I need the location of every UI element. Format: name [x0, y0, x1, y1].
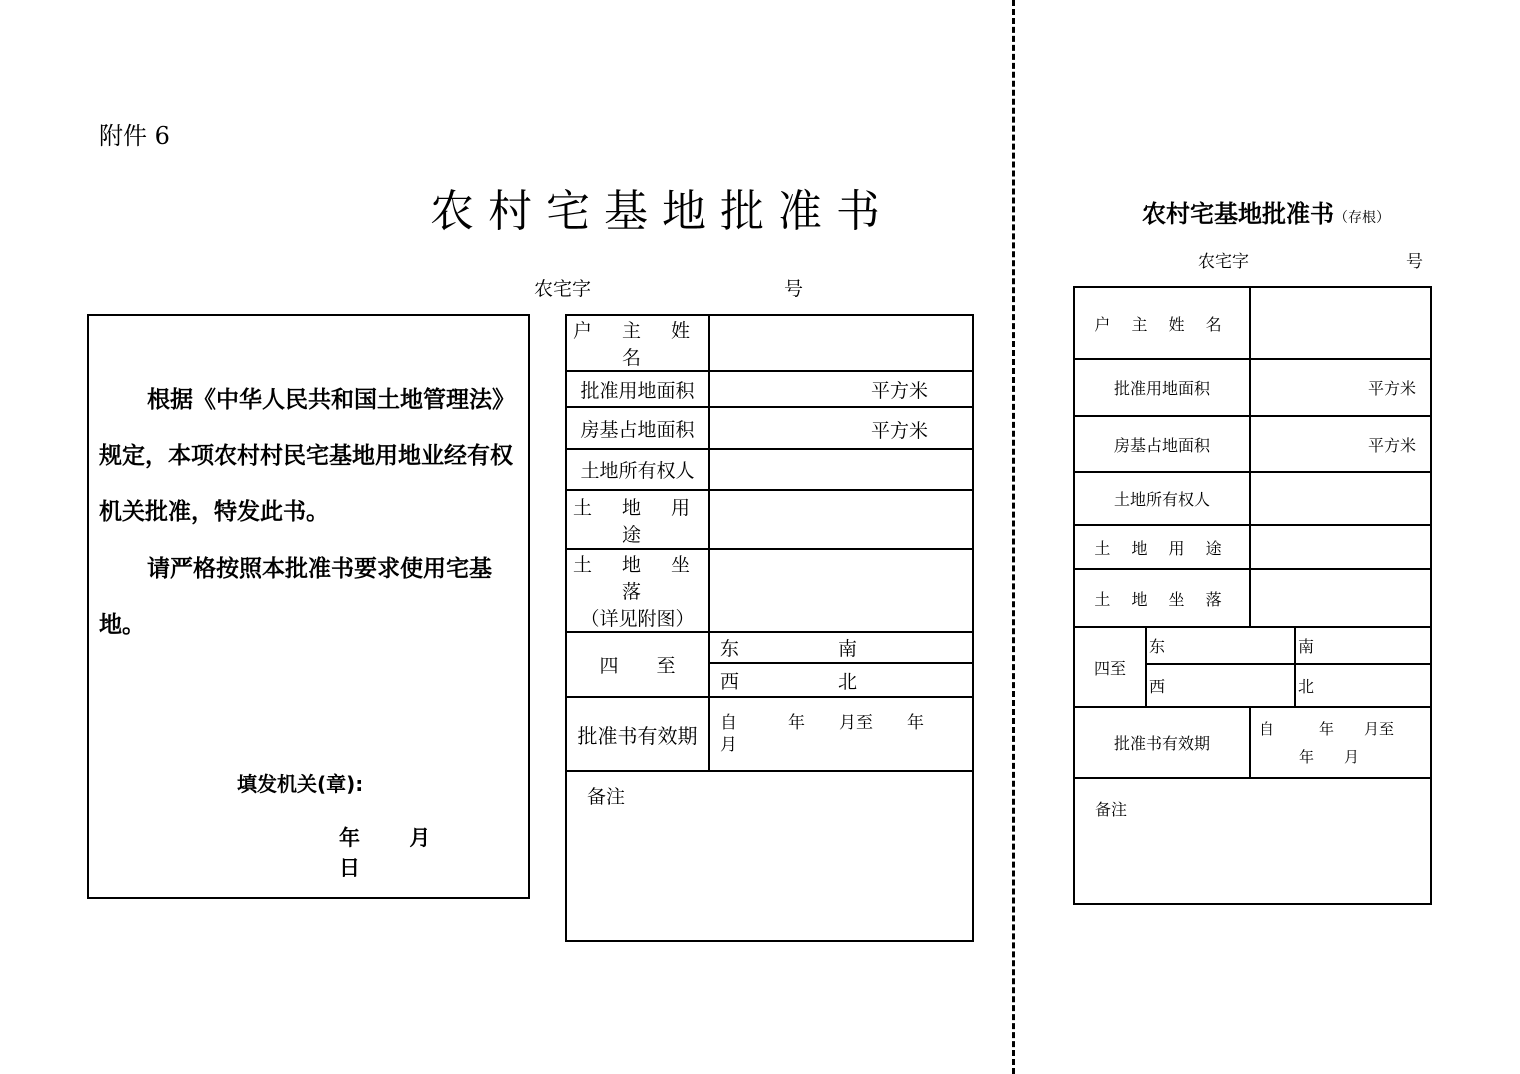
- stub-land-owner-label: 土地所有权人: [1074, 472, 1250, 525]
- date-year: 年: [339, 826, 360, 850]
- stub-approved-area-unit: 平方米: [1250, 359, 1431, 416]
- stub-validity-label: 批准书有效期: [1074, 707, 1250, 778]
- stub-owner-name-label: 户 主 姓 名: [1074, 287, 1250, 359]
- land-location-label: 土 地 坐 落 （详见附图）: [566, 549, 709, 632]
- stub-land-location-label: 土 地 坐 落: [1074, 569, 1250, 627]
- owner-name-label: 户 主 姓 名: [566, 315, 709, 371]
- remarks-label: 备注: [587, 786, 626, 808]
- date-month: 月: [409, 826, 431, 850]
- building-area-unit: 平方米: [709, 407, 973, 449]
- stub-remarks-label: 备注: [1095, 800, 1128, 819]
- certificate-form-table: [565, 314, 974, 942]
- land-use-value: [709, 490, 973, 549]
- stub-number-suffix: 号: [1406, 252, 1423, 272]
- statement-paragraph-2: 请严格按照本批准书要求使用宅基地。: [99, 556, 492, 638]
- stub-number-prefix: 农宅字: [1198, 252, 1249, 272]
- stub-building-area-unit: 平方米: [1250, 416, 1431, 472]
- stub-owner-name-value: [1250, 287, 1431, 359]
- land-owner-label: 土地所有权人: [566, 449, 709, 490]
- boundary-west-north: [709, 663, 973, 697]
- boundary-west: 西: [720, 670, 740, 693]
- certificate-title: 农村宅基地批准书: [430, 186, 894, 237]
- statement-paragraph-1: 根据《中华人民共和国土地管理法》规定，本项农村村民宅基地用地业经有权机关批准，特发此书。: [99, 387, 515, 525]
- certificate-statement-box: [87, 314, 530, 899]
- certificate-number-prefix: 农宅字: [534, 278, 592, 300]
- issue-date: [339, 822, 528, 882]
- boundary-east-south: [709, 632, 973, 663]
- stub-approved-area-label: 批准用地面积: [1074, 359, 1250, 416]
- stub-boundary-south: 南: [1295, 627, 1431, 664]
- stub-land-use-label: 土 地 用 途: [1074, 525, 1250, 569]
- stub-building-area-label: 房基占地面积: [1074, 416, 1250, 472]
- stub-land-owner-value: [1250, 472, 1431, 525]
- boundary-east: 东: [720, 638, 740, 660]
- stub-boundary-east: 东: [1146, 627, 1295, 664]
- land-use-label: 土 地 用 途: [566, 490, 709, 549]
- cut-line: [1012, 0, 1015, 1074]
- boundary-south: 南: [838, 638, 858, 660]
- stub-validity-line-1: 自 年 月至: [1259, 719, 1395, 738]
- boundaries-label: 四 至: [566, 632, 709, 697]
- stub-title: 农村宅基地批准书（存根）: [1142, 200, 1390, 228]
- stub-validity-value: [1250, 707, 1431, 778]
- issuer-label: 填发机关(章):: [237, 772, 364, 796]
- building-area-label: 房基占地面积: [566, 407, 709, 449]
- boundary-north: 北: [838, 670, 858, 693]
- stub-boundary-north: 北: [1295, 664, 1431, 707]
- stub-form-table: [1073, 286, 1432, 905]
- validity-value: 自 年 月至 年 月: [709, 697, 973, 771]
- stub-title-suffix: （存根）: [1334, 210, 1390, 226]
- certificate-number-suffix: 号: [784, 278, 804, 300]
- land-owner-value: [709, 449, 973, 490]
- stub-boundary-west: 西: [1146, 664, 1295, 707]
- owner-name-value: [709, 315, 973, 371]
- attachment-label: 附件 6: [99, 122, 170, 150]
- stub-validity-line-2: 年 月: [1299, 747, 1360, 766]
- stub-land-use-value: [1250, 525, 1431, 569]
- approved-area-label: 批准用地面积: [566, 371, 709, 407]
- date-day: 日: [339, 856, 360, 880]
- land-location-note: （详见附图）: [580, 608, 695, 630]
- land-location-value: [709, 549, 973, 632]
- stub-remarks-cell: [1074, 778, 1431, 904]
- stub-boundaries-label: 四至: [1074, 627, 1146, 707]
- validity-label: 批准书有效期: [566, 697, 709, 771]
- remarks-cell: [566, 771, 973, 941]
- approved-area-unit: 平方米: [709, 371, 973, 407]
- stub-land-location-value: [1250, 569, 1431, 627]
